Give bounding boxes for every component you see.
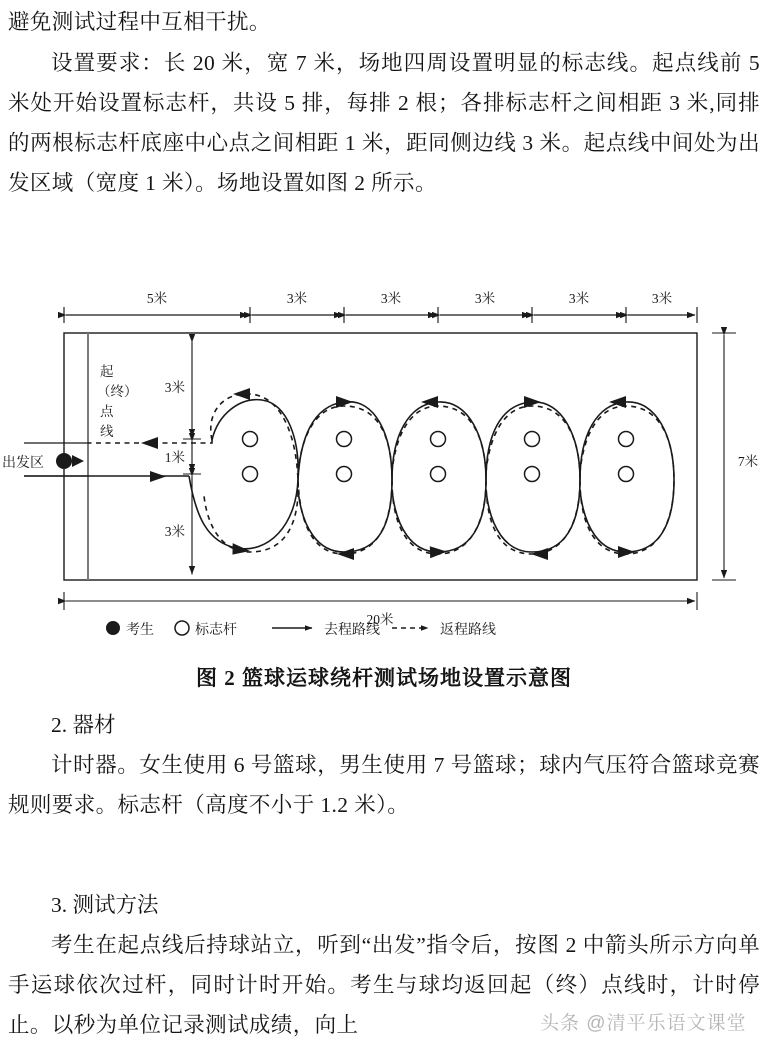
inner-dim-label-1m: 1米 (164, 450, 185, 465)
dim-label-3m-4: 3米 (568, 291, 590, 306)
watermark: 头条 @清平乐语文课堂 (540, 1013, 747, 1034)
paragraph-method: 考生在起点线后持球站立，听到“出发”指令后，按图 2 中箭头所示方向单手运球依次过杆，同时计时开始。考生与球均返回起（终）点线时，计时停止。以秒为单位记录测试成绩，向上 (8, 933, 760, 1037)
figure-caption: 图 2 篮球运球绕杆测试场地设置示意图 (196, 666, 572, 690)
svg-text:线: 线 (100, 424, 114, 439)
bottom-dimension-line (64, 592, 697, 610)
marker-pole (525, 432, 540, 447)
svg-text:（终）: （终） (97, 384, 138, 399)
section-heading-equipment: 2. 器材 (51, 713, 116, 737)
paragraph-intro: 避免测试过程中互相干扰。 (8, 10, 271, 34)
dim-label-5m: 5米 (146, 291, 168, 306)
legend-label-return: 返程路线 (440, 623, 496, 638)
marker-pole (337, 432, 352, 447)
top-dimension-line (64, 307, 697, 323)
inner-dim-label-bottom-3m: 3米 (164, 524, 185, 539)
dim-label-3m-3: 3米 (474, 291, 496, 306)
legend-label-marker-pole: 标志杆 (195, 623, 237, 638)
dim-label-7m: 7米 (737, 454, 759, 469)
marker-pole (525, 467, 540, 482)
start-zone-label: 出发区 (2, 456, 44, 471)
inner-vertical-dimension (183, 340, 201, 575)
legend-open-circle-icon (175, 621, 189, 635)
marker-pole (337, 467, 352, 482)
marker-pole (619, 467, 634, 482)
dim-label-3m-1: 3米 (286, 291, 308, 306)
return-arrowheads (141, 388, 626, 560)
paragraph-equipment: 计时器。女生使用 6 号篮球，男生使用 7 号篮球；球内气压符合篮球竞赛规则要求。标志杆（高度不小于 1.2 米）。 (8, 753, 760, 817)
section-heading-method: 3. 测试方法 (51, 893, 159, 917)
right-dimension-line (712, 333, 736, 580)
marker-pole (243, 432, 258, 447)
marker-pole (431, 432, 446, 447)
start-finish-line-label (97, 363, 138, 439)
svg-text:起: 起 (100, 364, 114, 379)
dim-label-3m-5: 3米 (651, 291, 673, 306)
legend-filled-circle-icon (106, 621, 120, 635)
marker-pole (243, 467, 258, 482)
legend-label-outbound: 去程路线 (324, 623, 380, 638)
legend-label-examinee: 考生 (126, 623, 154, 638)
figure-svg (0, 290, 768, 650)
figure-basketball-dribble-course (0, 290, 768, 650)
dim-label-3m-2: 3米 (380, 291, 402, 306)
inner-dim-label-top-3m: 3米 (164, 380, 185, 395)
paragraph-setup-requirements: 设置要求：长 20 米，宽 7 米，场地四周设置明显的标志线。起点线前 5 米处开始设置标志杆，共设 5 排，每排 2 根；各排标志杆之间相距 3 米,同排的两根标志杆底座中心点之间相距 1 米，距同侧边线 3 米。起点线中间处为出发区域（宽度 1 米）。场地设置如图 2 所示。 (8, 51, 761, 195)
examinee-dot-icon (56, 453, 72, 469)
marker-pole (619, 432, 634, 447)
dim-label-20m: 20米 (366, 612, 394, 627)
svg-text:点: 点 (100, 404, 114, 419)
examinee-direction-arrow-icon (72, 455, 84, 467)
marker-pole (431, 467, 446, 482)
